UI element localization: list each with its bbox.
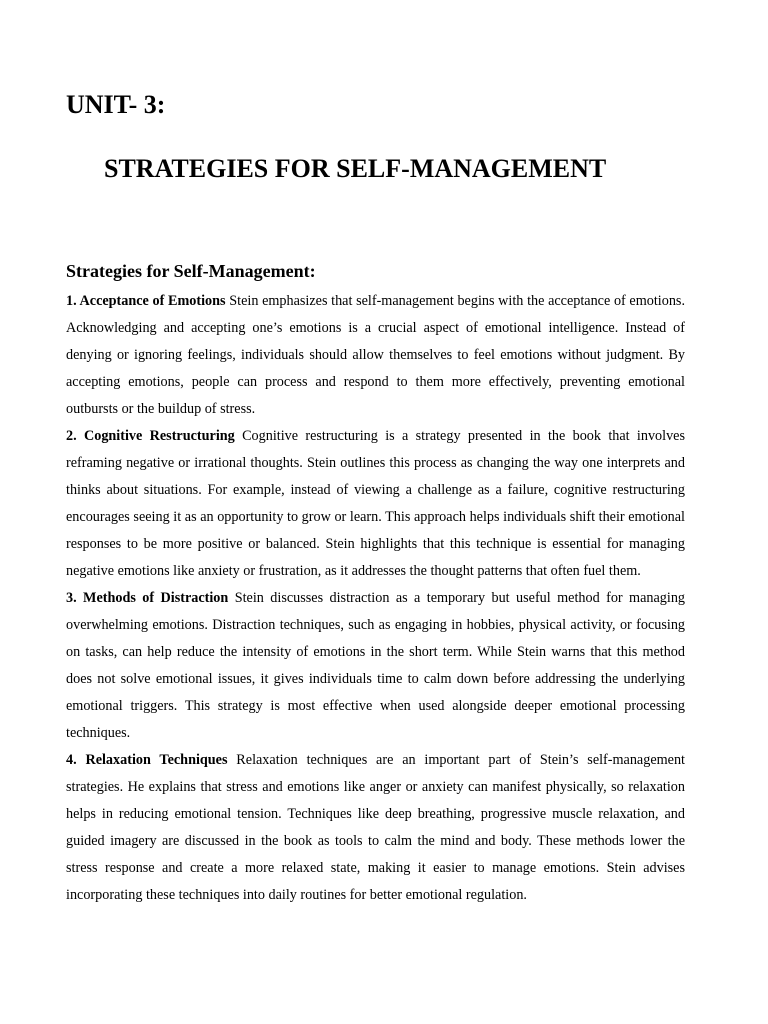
document-body [66,288,685,909]
paragraph-text: Relaxation techniques are an important part of Stein’s self-management strategies. He explains that stress and emotions like anger or anxiety can manifest physically, so relaxation helps in reducing emotional tension. Techniques like deep breathing, progressive muscle relaxation, and guided imagery are discussed in the book as tools to calm the mind and body. These methods lower the stress response and create a more relaxed state, making it easier to manage emotions. Stein advises incorporating these techniques into daily routines for better emotional regulation. [66,752,685,903]
paragraph-lead: 3. Methods of Distraction [66,590,229,606]
paragraph-text: Stein discusses distraction as a temporary but useful method for managing overwhelming emotions. Distraction techniques, such as engaging in hobbies, physical activity, or focusing on tasks, can help reduce the intensity of emotions in the short term. While Stein warns that this method does not solve emotional issues, it gives individuals time to calm down before addressing the underlying emotional triggers. This strategy is most effective when used alongside deeper emotional processing techniques. [66,590,686,741]
unit-title: UNIT- 3: [66,90,166,119]
page-title: STRATEGIES FOR SELF-MANAGEMENT [104,154,607,183]
section-heading: Strategies for Self-Management: [66,261,316,281]
paragraph-lead: 1. Acceptance of Emotions [66,293,226,309]
paragraph-acceptance-of-emotions [66,288,685,423]
paragraph-text: Stein emphasizes that self-management begins with the acceptance of emotions. Acknowledging and accepting one’s emotions is a crucial aspect of emotional intelligence. Instead of denying or ignoring feelings, individuals should allow themselves to feel emotions without judgment. By accepting emotions, people can process and respond to them more effectively, preventing emotional outbursts or the buildup of stress. [66,293,686,417]
paragraph-text: Cognitive restructuring is a strategy presented in the book that involves reframing negative or irrational thoughts. Stein outlines this process as changing the way one interprets and thinks about situations. For example, instead of viewing a challenge as a failure, cognitive restructuring encourages seeing it as an opportunity to grow or learn. This approach helps individuals shift their emotional responses to be more positive or balanced. Stein highlights that this technique is essential for managing negative emotions like anxiety or frustration, as it addresses the thought patterns that often fuel them. [66,428,686,579]
paragraph-lead: 2. Cognitive Restructuring [66,428,235,444]
paragraph-relaxation-techniques [66,747,685,909]
paragraph-methods-of-distraction [66,585,685,747]
paragraph-lead: 4. Relaxation Techniques [66,752,228,768]
paragraph-cognitive-restructuring [66,423,685,585]
